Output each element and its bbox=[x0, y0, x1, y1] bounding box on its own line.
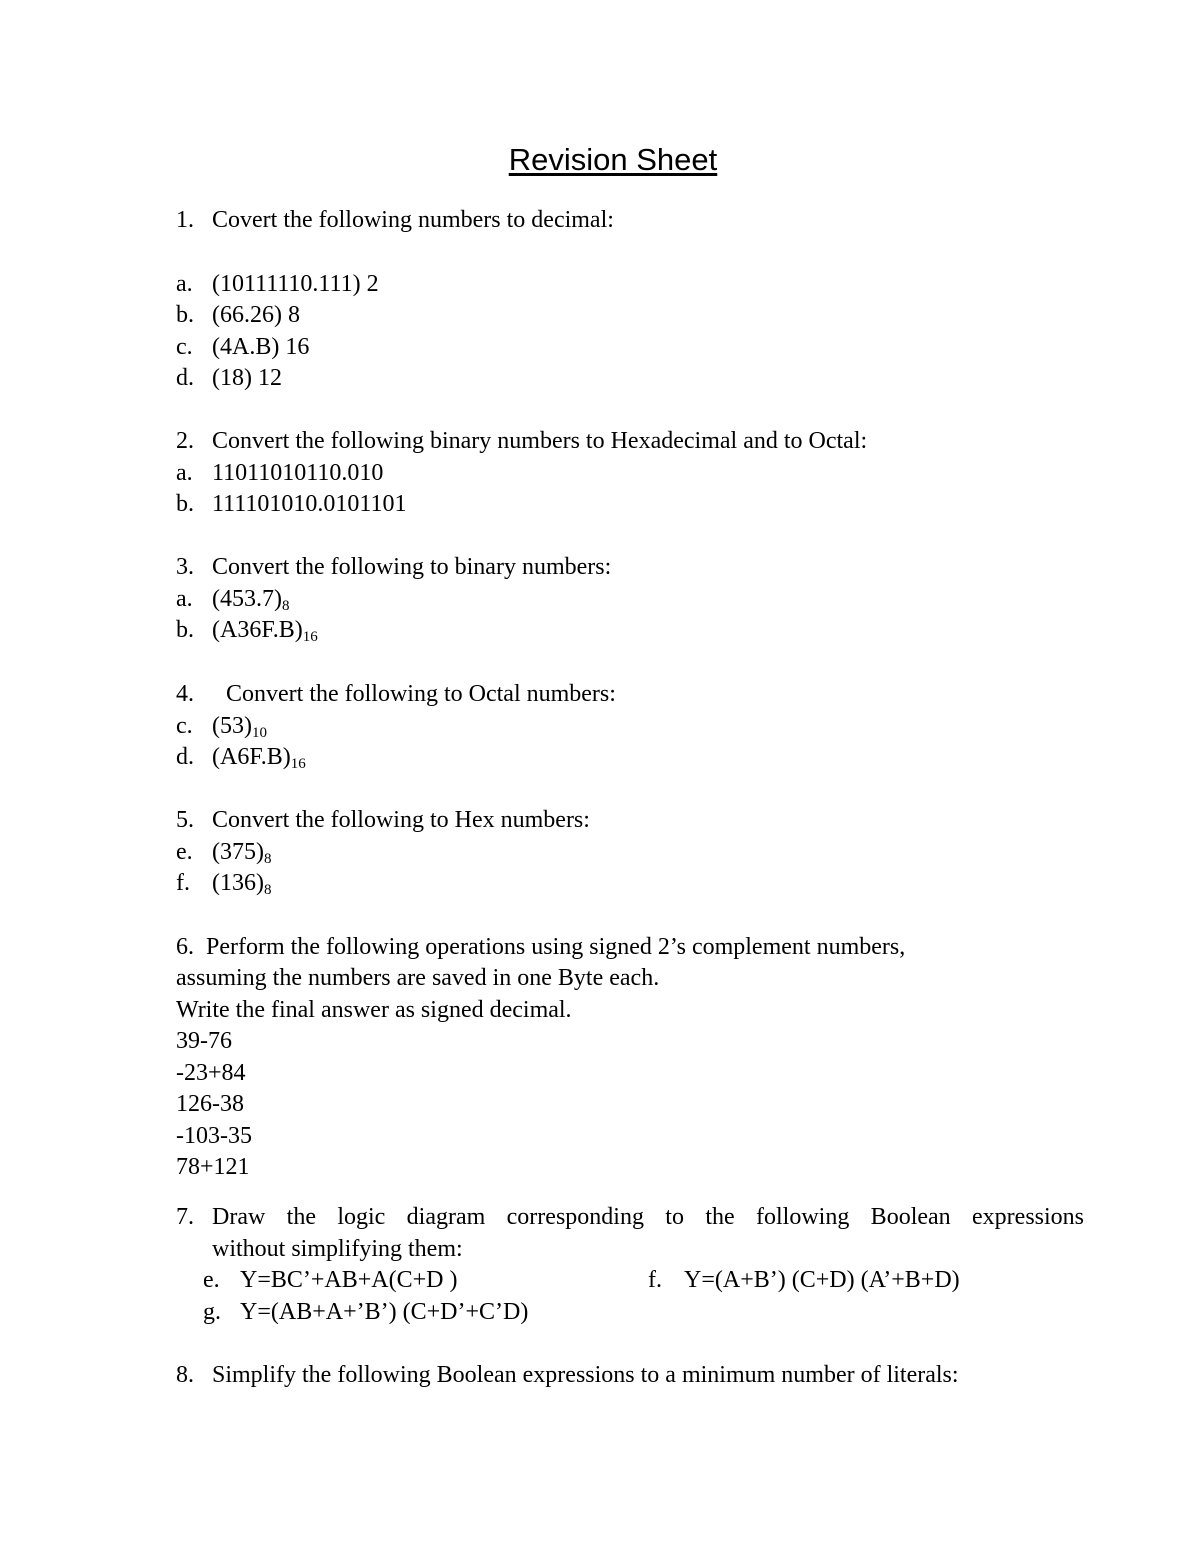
item-text: (18) 12 bbox=[212, 365, 282, 391]
operation-text: -103-35 bbox=[176, 1123, 252, 1149]
question-number: 2. bbox=[176, 428, 194, 454]
question-number: 4. bbox=[176, 681, 194, 707]
page-title: Revision Sheet bbox=[508, 142, 718, 177]
item-index: d. bbox=[176, 744, 194, 770]
item-text: 111101010.0101101 bbox=[212, 491, 407, 517]
question-number: 3. bbox=[176, 554, 194, 580]
item-text bbox=[212, 583, 289, 615]
item-index: g. bbox=[203, 1299, 221, 1325]
item-index: d. bbox=[176, 365, 194, 391]
item-value: (375) bbox=[212, 839, 264, 865]
item-index: b. bbox=[176, 491, 194, 517]
question-text: assuming the numbers are saved in one Byte each. bbox=[176, 965, 660, 991]
operation-text: 78+121 bbox=[176, 1154, 250, 1180]
item-text bbox=[212, 867, 271, 899]
item-index: a. bbox=[176, 271, 193, 297]
base-subscript: 8 bbox=[263, 851, 272, 867]
question-text: Simplify the following Boolean expressions to a minimum number of literals: bbox=[212, 1362, 959, 1388]
operation-text: 126-38 bbox=[176, 1091, 244, 1117]
item-index: f. bbox=[176, 870, 190, 896]
question-text: without simplifying them: bbox=[212, 1236, 463, 1262]
question-number: 8. bbox=[176, 1362, 194, 1388]
question-text: Covert the following numbers to decimal: bbox=[212, 207, 614, 233]
item-text: Y=(AB+A+’B’) (C+D’+C’D) bbox=[240, 1299, 529, 1325]
item-index: f. bbox=[648, 1267, 662, 1293]
item-text bbox=[212, 710, 267, 742]
item-value: (136) bbox=[212, 870, 264, 896]
base-subscript: 16 bbox=[290, 756, 306, 772]
question-text: Write the final answer as signed decimal. bbox=[176, 997, 572, 1023]
item-text bbox=[212, 741, 306, 773]
item-text: 11011010110.010 bbox=[212, 460, 384, 486]
item-value: (53) bbox=[212, 713, 252, 739]
item-value: (A6F.B) bbox=[212, 744, 291, 770]
item-value: (A36F.B) bbox=[212, 617, 303, 643]
item-text: Y=BC’+AB+A(C+D ) bbox=[240, 1267, 458, 1293]
question-text: Convert the following to Octal numbers: bbox=[226, 681, 616, 707]
item-text: (66.26) 8 bbox=[212, 302, 300, 328]
item-index: b. bbox=[176, 617, 194, 643]
item-text: (10111110.111) 2 bbox=[212, 271, 379, 297]
question-number: 5. bbox=[176, 807, 194, 833]
item-index: e. bbox=[203, 1267, 220, 1293]
item-index: b. bbox=[176, 302, 194, 328]
item-text: (4A.B) 16 bbox=[212, 334, 310, 360]
base-subscript: 10 bbox=[251, 725, 267, 741]
question-number: 7. bbox=[176, 1204, 194, 1230]
item-text: Y=(A+B’) (C+D) (A’+B+D) bbox=[684, 1267, 960, 1293]
operation-text: 39-76 bbox=[176, 1028, 232, 1054]
item-index: c. bbox=[176, 713, 193, 739]
question-text: Convert the following binary numbers to Hexadecimal and to Octal: bbox=[212, 428, 868, 454]
item-index: e. bbox=[176, 839, 193, 865]
question-number: 1. bbox=[176, 207, 194, 233]
question-text: Draw the logic diagram corresponding to the following Boolean expressions bbox=[212, 1204, 1084, 1230]
item-text bbox=[212, 836, 271, 868]
item-text bbox=[212, 614, 318, 646]
question-text: Convert the following to binary numbers: bbox=[212, 554, 612, 580]
operation-text: -23+84 bbox=[176, 1060, 246, 1086]
question-text: Convert the following to Hex numbers: bbox=[212, 807, 590, 833]
base-subscript: 8 bbox=[281, 598, 290, 614]
item-index: a. bbox=[176, 586, 193, 612]
base-subscript: 8 bbox=[263, 882, 272, 898]
item-value: (453.7) bbox=[212, 586, 282, 612]
base-subscript: 16 bbox=[302, 629, 318, 645]
item-index: c. bbox=[176, 334, 193, 360]
item-index: a. bbox=[176, 460, 193, 486]
question-text: 6. Perform the following operations using signed 2’s complement numbers, bbox=[176, 934, 906, 960]
